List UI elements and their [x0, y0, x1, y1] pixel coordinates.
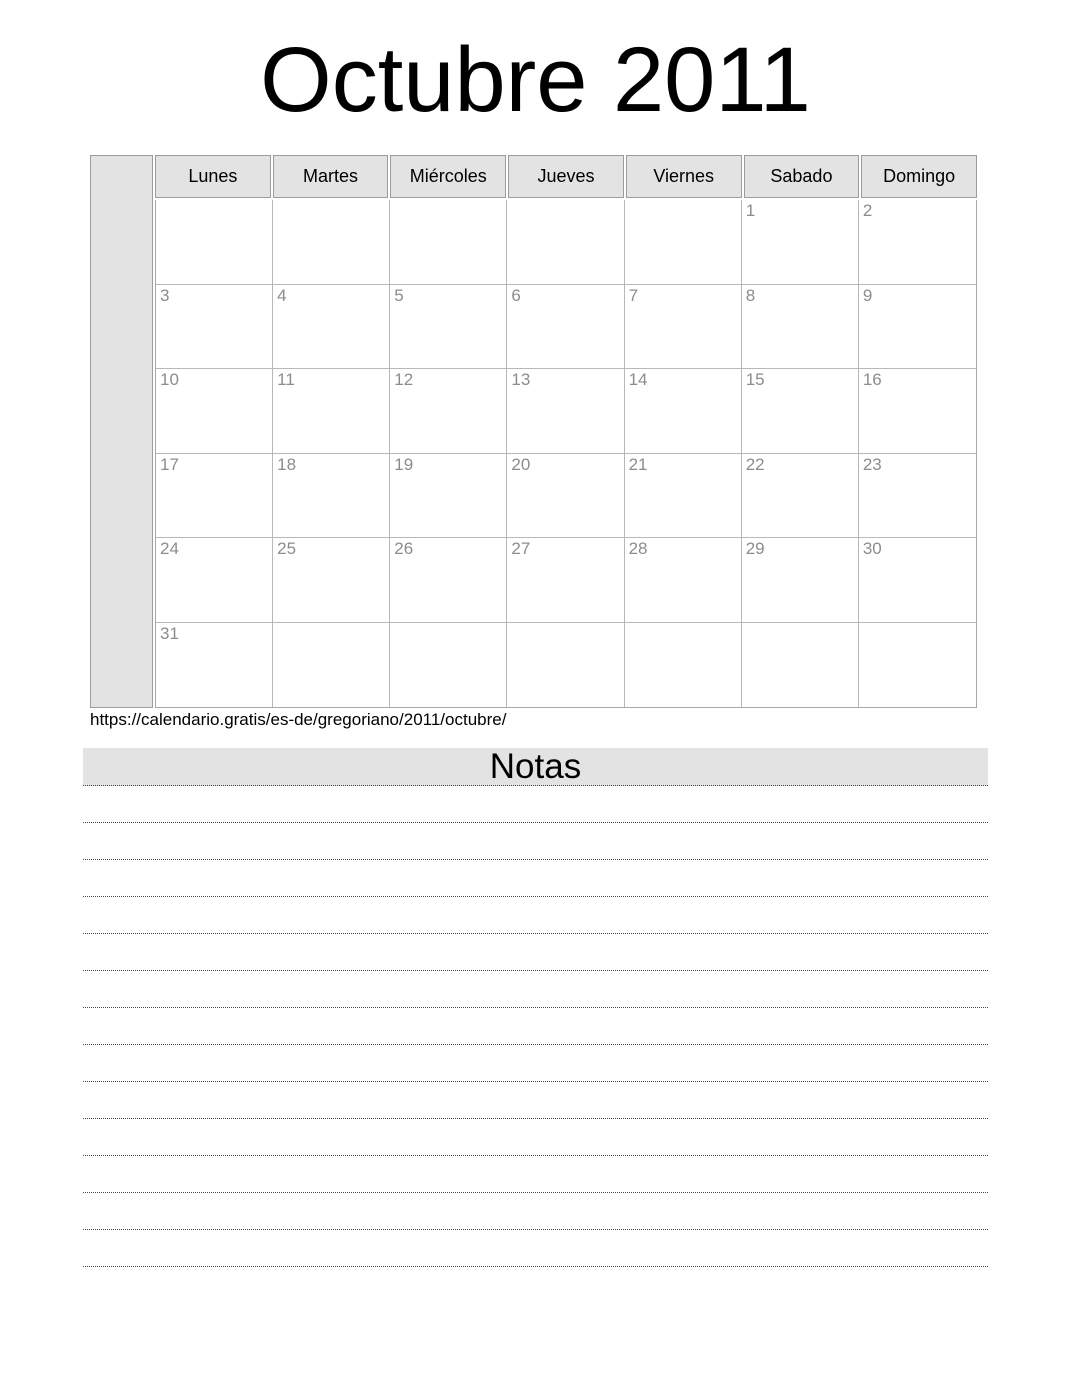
day-cell-15: 15: [742, 369, 859, 454]
weekday-header-lunes: Lunes: [155, 155, 271, 198]
day-cell-14: 14: [625, 369, 742, 454]
day-cell-21: 21: [625, 454, 742, 539]
note-line: [83, 1008, 988, 1045]
note-line: [83, 786, 988, 823]
day-cell-2: 2: [859, 200, 976, 285]
day-cell-29: 29: [742, 538, 859, 623]
day-cell-18: 18: [273, 454, 390, 539]
day-cell-19: 19: [390, 454, 507, 539]
day-cell-empty: [156, 200, 273, 285]
note-line: [83, 823, 988, 860]
day-cell-12: 12: [390, 369, 507, 454]
weekday-header-domingo: Domingo: [861, 155, 977, 198]
day-cell-3: 3: [156, 285, 273, 370]
day-cell-26: 26: [390, 538, 507, 623]
day-cell-31: 31: [156, 623, 273, 708]
day-cell-16: 16: [859, 369, 976, 454]
weekday-header-row: [155, 155, 977, 198]
weekday-header-jueves: Jueves: [508, 155, 624, 198]
day-cell-empty: [273, 623, 390, 708]
day-cell-25: 25: [273, 538, 390, 623]
day-cell-20: 20: [507, 454, 624, 539]
day-cell-empty: [390, 623, 507, 708]
note-line: [83, 971, 988, 1008]
day-cell-7: 7: [625, 285, 742, 370]
day-cell-24: 24: [156, 538, 273, 623]
weekday-header-viernes: Viernes: [626, 155, 742, 198]
calendar-table: [90, 155, 977, 708]
note-line: [83, 1230, 988, 1267]
day-cell-9: 9: [859, 285, 976, 370]
day-cell-13: 13: [507, 369, 624, 454]
day-cell-27: 27: [507, 538, 624, 623]
day-cell-empty: [273, 200, 390, 285]
notes-title: Notas: [83, 748, 988, 786]
note-line: [83, 934, 988, 971]
note-line: [83, 1082, 988, 1119]
day-cell-23: 23: [859, 454, 976, 539]
day-cell-empty: [859, 623, 976, 708]
day-cell-empty: [507, 200, 624, 285]
note-line: [83, 1156, 988, 1193]
day-cell-5: 5: [390, 285, 507, 370]
note-line: [83, 1045, 988, 1082]
day-cell-1: 1: [742, 200, 859, 285]
day-cell-17: 17: [156, 454, 273, 539]
day-cell-4: 4: [273, 285, 390, 370]
weekday-header-martes: Martes: [273, 155, 389, 198]
day-cell-28: 28: [625, 538, 742, 623]
day-cell-empty: [625, 623, 742, 708]
notes-section: [83, 748, 988, 1267]
weekday-header-sabado: Sabado: [744, 155, 860, 198]
note-line: [83, 860, 988, 897]
note-line: [83, 1119, 988, 1156]
weekday-header-miércoles: Miércoles: [390, 155, 506, 198]
day-cell-10: 10: [156, 369, 273, 454]
calendar-main: [155, 155, 977, 708]
day-cell-empty: [742, 623, 859, 708]
day-cell-30: 30: [859, 538, 976, 623]
day-cell-22: 22: [742, 454, 859, 539]
day-cell-empty: [507, 623, 624, 708]
note-line: [83, 897, 988, 934]
note-line: [83, 1193, 988, 1230]
day-cell-11: 11: [273, 369, 390, 454]
source-url: https://calendario.gratis/es-de/gregoriano/2011/octubre/: [90, 710, 507, 729]
notes-lines: [83, 786, 988, 1267]
day-cell-empty: [625, 200, 742, 285]
calendar-left-rail: [90, 155, 153, 708]
page-title: Octubre 2011: [260, 29, 811, 131]
day-grid: [155, 200, 977, 708]
day-cell-empty: [390, 200, 507, 285]
day-cell-8: 8: [742, 285, 859, 370]
day-cell-6: 6: [507, 285, 624, 370]
